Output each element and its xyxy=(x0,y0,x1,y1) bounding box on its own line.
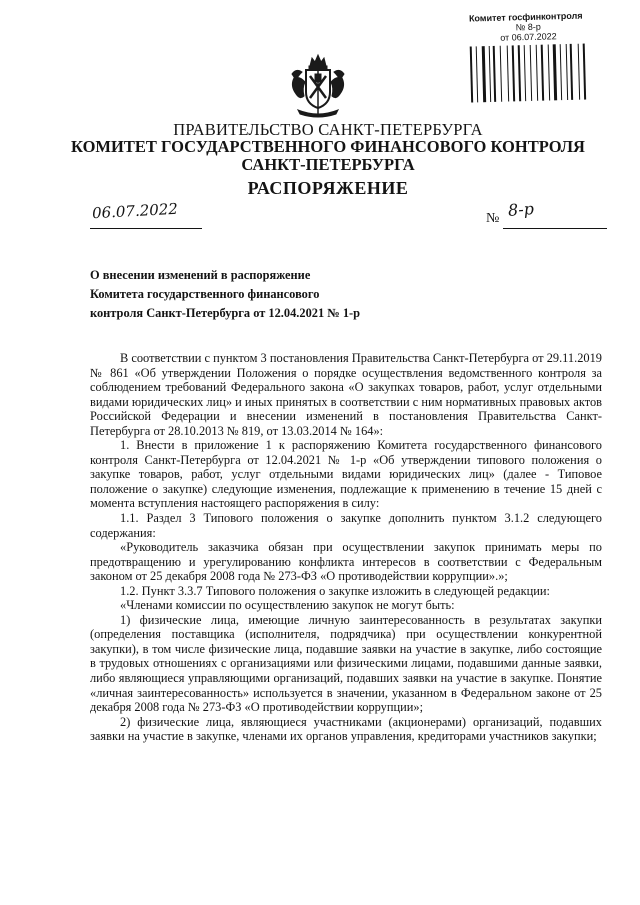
coat-of-arms-emblem xyxy=(288,52,348,120)
paragraph-subitem-1: 1) физические лица, имеющие личную заинтересованность в результатах закупки (определения поставщика (исполнителя, подрядчика) при осуществлении конкурентной закупки), в том числе физические лица, подавшие заявки на участие в закупке, либо состоящие в трудовых отношениях с организациями или физическими лицами, подавшими данные заявки, либо являющиеся управляющими организаций, подавших заявки на участие в закупке. Понятие «личная заинтересованность» используется в значении, указанном в Федеральном законе от 25 декабря 2008 года № 273-ФЗ «О противодействии коррупции»; xyxy=(90,612,602,715)
subject-block xyxy=(90,266,360,323)
paragraph-subitem-2: 2) физические лица, являющиеся участниками (акционерами) организаций, подавших заявки на участие в закупке, членами их органов управления, кредиторами участников закупки; xyxy=(90,714,602,744)
barcode xyxy=(470,43,589,102)
handwritten-date: 06.07.2022 xyxy=(91,199,179,223)
subject-line: контроля Санкт-Петербурга от 12.04.2021 № 1-р xyxy=(90,306,361,320)
registration-stamp xyxy=(469,10,589,102)
paragraph-item-1-2: 1.2. Пункт 3.3.7 Типового положения о закупке изложить в следующей редакции: xyxy=(120,583,550,598)
barcode-bar xyxy=(586,43,588,99)
paragraph-item-1: 1. Внести в приложение 1 к распоряжению Комитета государственного финансового контроля Санкт-Петербурга от 12.04.2021 № 1-р «Об утверждении типового положения о закупке товаров, работ, услуг отдельными видами юридических лиц» (далее - Типовое положение о закупке) следующие изменения, подлежащие к применению в течение 15 дней с момента вступления настоящего распоряжения в силу: xyxy=(90,438,602,511)
handwritten-number: 8-р xyxy=(507,199,535,220)
stamp-org: Комитет госфинконтроля xyxy=(468,10,583,24)
subject-line: Комитета государственного финансового xyxy=(90,287,320,301)
subject-line: О внесении изменений в распоряжение xyxy=(90,268,311,282)
stamp-number: № 8-р xyxy=(515,21,541,33)
document-body xyxy=(90,351,602,744)
committee-name-line2: САНКТ-ПЕТЕРБУРГА xyxy=(241,155,415,174)
government-name: ПРАВИТЕЛЬСТВО САНКТ-ПЕТЕРБУРГА xyxy=(173,120,483,139)
paragraph-preamble: В соответствии с пунктом 3 постановления Правительства Санкт-Петербурга от 29.11.2019 № 861 «Об утверждении Положения о порядке осуществления ведомственного контроля за соблюдением требований Федерального закона «О закупках товаров, работ, услуг отдельными видами юридических лиц» и иных принятых в соответствии с ним нормативных правовых актов Российской Федерации и внесении изменений в постановления Правительства Санкт-Петербурга от 28.10.2013 № 819, от 13.03.2014 № 164»: xyxy=(90,351,602,438)
number-sign: № xyxy=(486,211,500,226)
document-type-title: РАСПОРЯЖЕНИЕ xyxy=(247,178,409,198)
stamp-date: от 06.07.2022 xyxy=(500,31,557,43)
paragraph-item-1-1: 1.1. Раздел 3 Типового положения о закупке дополнить пунктом 3.1.2 следующего содержания: xyxy=(90,511,602,540)
committee-name-line1: КОМИТЕТ ГОСУДАРСТВЕННОГО ФИНАНСОВОГО КОНТРОЛЯ xyxy=(71,137,585,156)
paragraph-quote-3-3-7: «Членами комиссии по осуществлению закупок не могут быть: xyxy=(120,598,455,613)
paragraph-quote-3-1-2: «Руководитель заказчика обязан при осуществлении закупок принимать меры по предотвращению и урегулированию конфликта интересов в соответствии с Федеральным законом от 25 декабря 2008 года № 273-ФЗ «О противодействии коррупции».»; xyxy=(90,540,602,584)
